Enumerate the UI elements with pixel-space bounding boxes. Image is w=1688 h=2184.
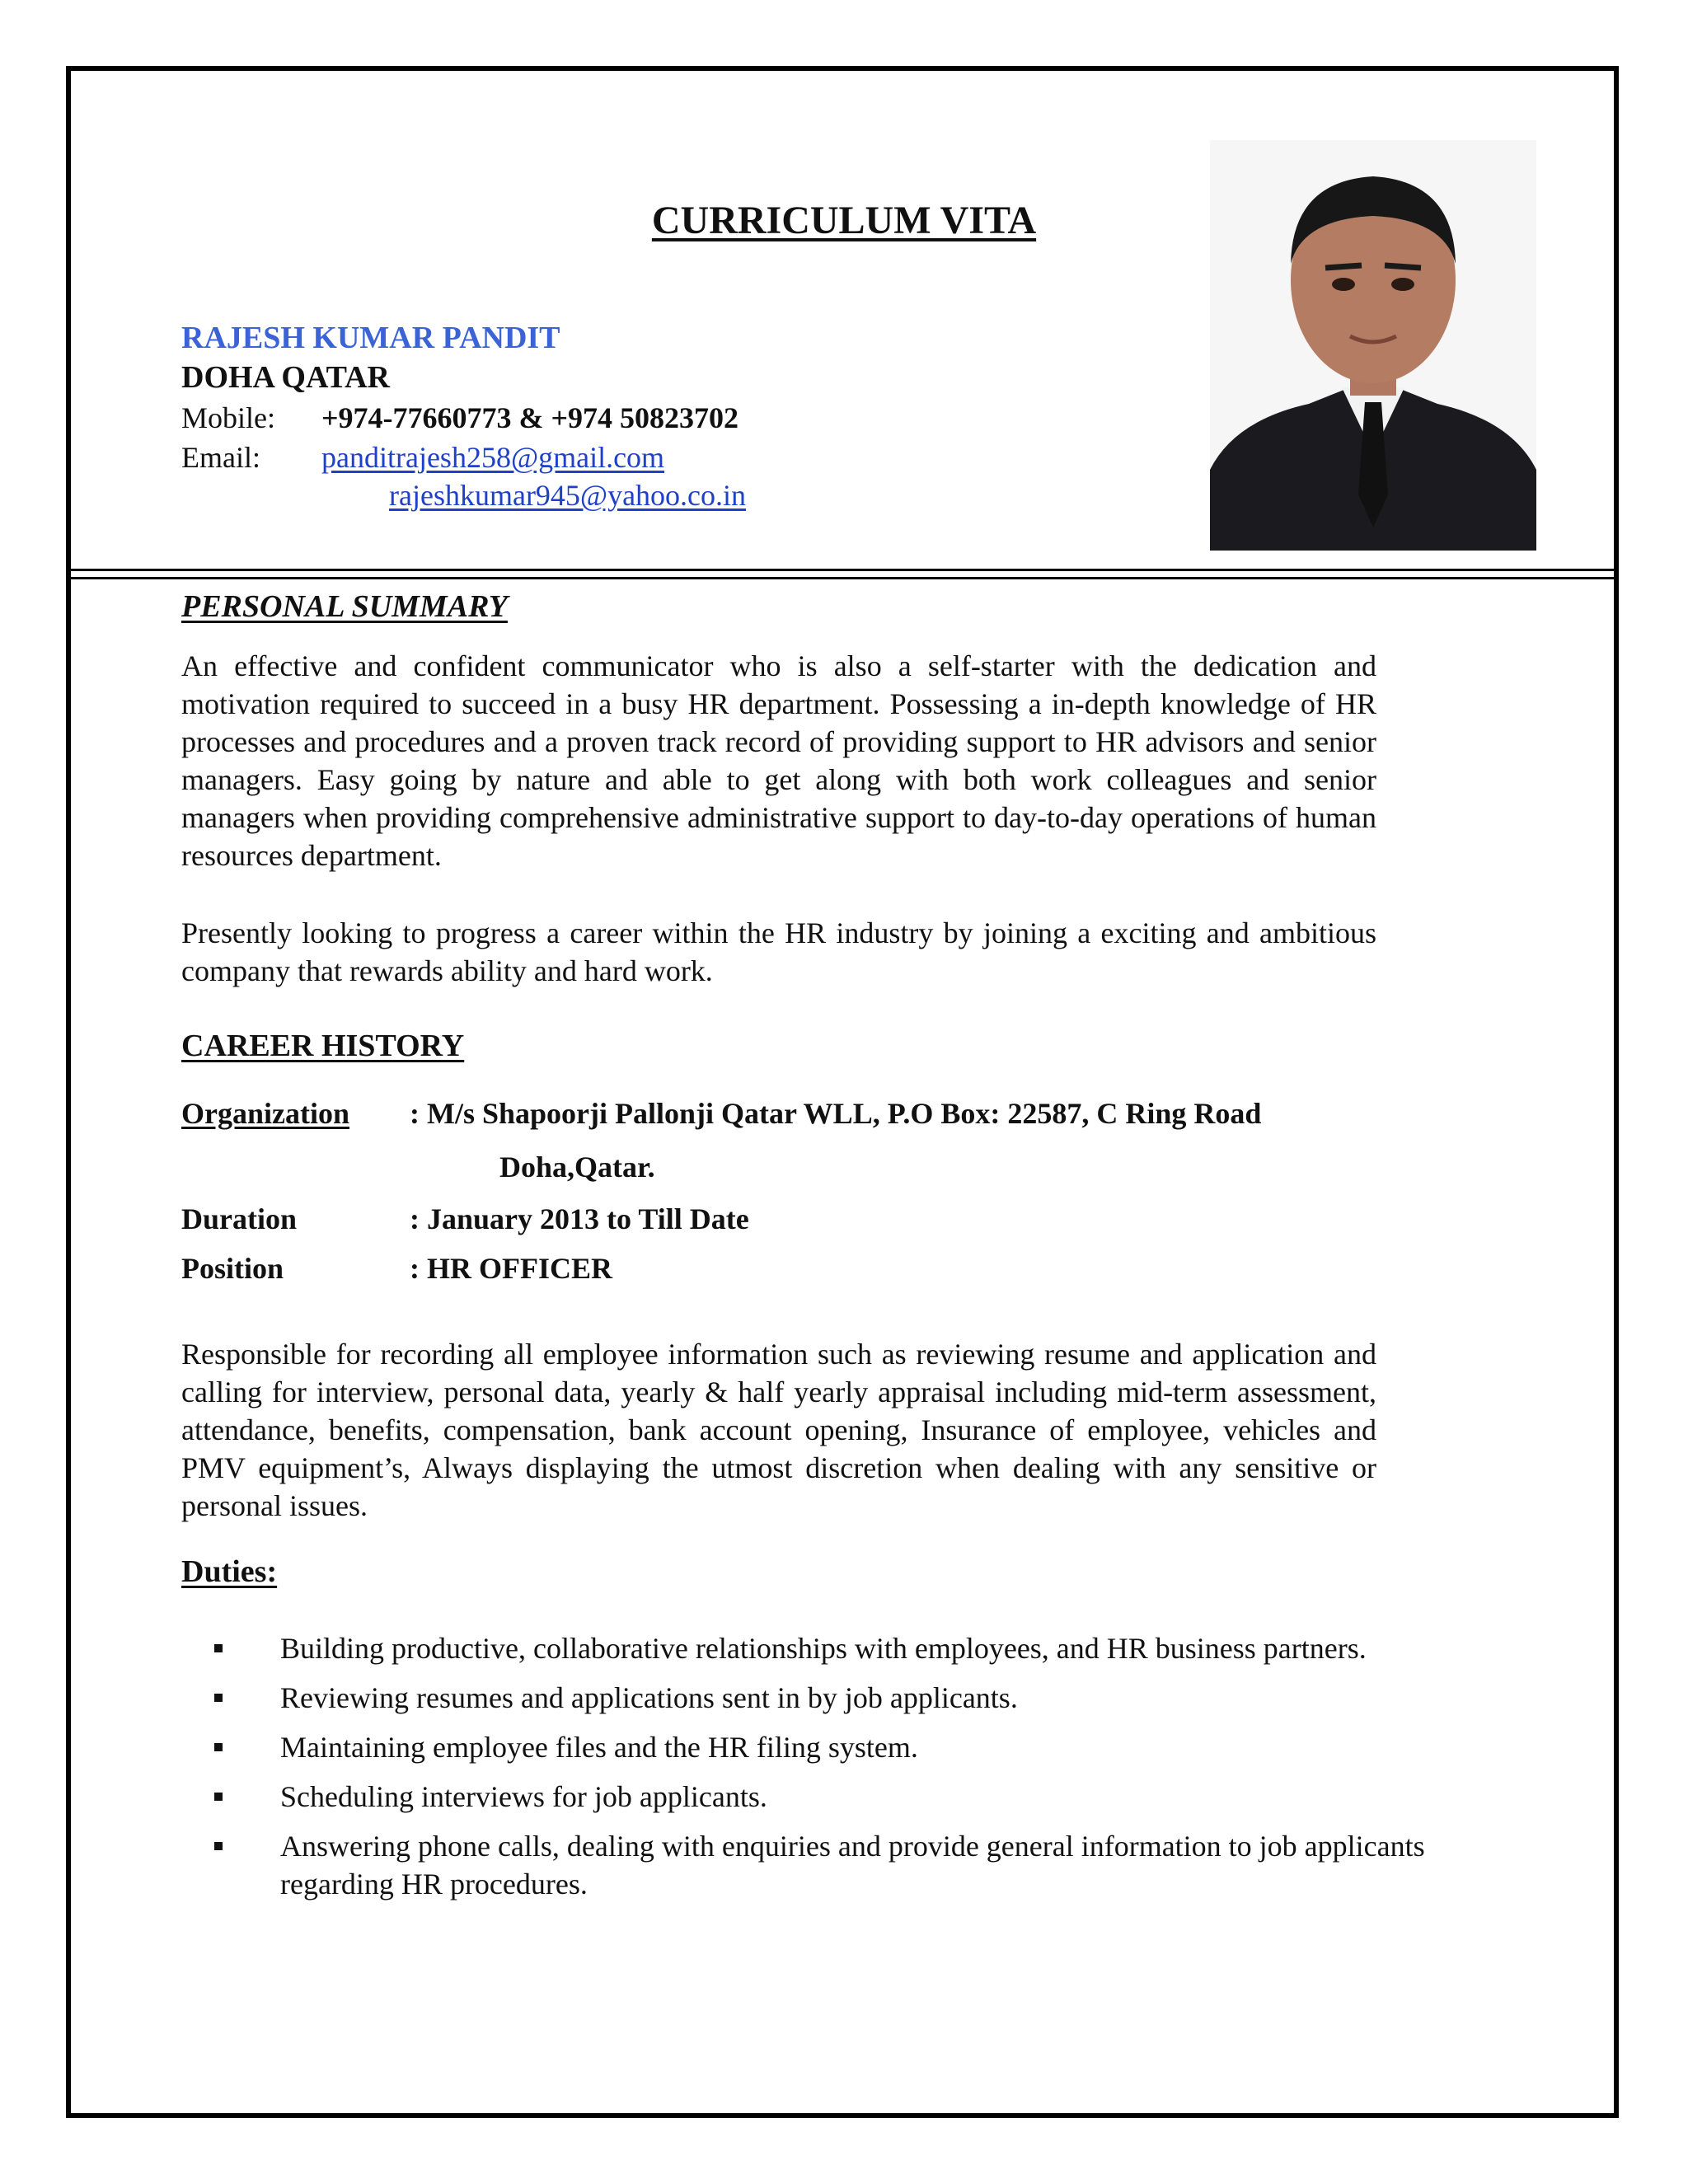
duty-text: Answering phone calls, dealing with enquiries and provide general information to job applicants regarding HR procedures. [280, 1830, 1425, 1900]
personal-summary-heading: PERSONAL SUMMARY [181, 589, 508, 624]
duration-label: Duration [181, 1202, 298, 1235]
duty-text: Maintaining employee files and the HR filing system. [280, 1731, 918, 1764]
organization-city: Doha,Qatar. [499, 1151, 655, 1183]
bullet-icon [214, 1793, 223, 1801]
organization-value: : M/s Shapoorji Pallonji Qatar WLL, P.O Box: 22587, C Ring Road [410, 1097, 1262, 1130]
duties-heading: Duties: [181, 1554, 278, 1589]
bullet-icon [214, 1694, 223, 1702]
email-row-secondary [389, 478, 746, 513]
email-row [181, 440, 664, 475]
duties-list [181, 1629, 1451, 1915]
duty-text: Reviewing resumes and applications sent in by job applicants. [280, 1681, 1018, 1714]
header-divider [71, 569, 1614, 571]
duty-text: Scheduling interviews for job applicants. [280, 1780, 767, 1813]
position-value: : HR OFFICER [410, 1252, 612, 1285]
organization-row [181, 1096, 1261, 1131]
summary-paragraph-2: Presently looking to progress a career within the HR industry by joining a exciting and ambitious company that rewards ability and hard work. [181, 916, 1376, 987]
career-history-heading: CAREER HISTORY [181, 1029, 465, 1063]
bullet-icon [214, 1842, 223, 1850]
list-item [181, 1629, 1451, 1667]
list-item [181, 1827, 1451, 1903]
summary-paragraph-1: An effective and confident communicator who is also a self-starter with the dedication and motivation required to succeed in a busy HR department. Possessing a in-depth knowledge of HR processes and procedures and a proven track record of providing support to HR advisors and senior managers. Easy going by nature and able to get along with both work colleagues and senior managers when providing comprehensive administrative support to day-to-day operations of human resources department. [181, 649, 1376, 872]
candidate-photo [1210, 140, 1536, 551]
mobile-label: Mobile: [181, 401, 275, 434]
email-link-secondary[interactable]: rajeshkumar945@yahoo.co.in [389, 479, 747, 512]
mobile-value: +974-77660773 & +974 50823702 [321, 401, 739, 434]
candidate-location: DOHA QATAR [181, 360, 390, 395]
list-item [181, 1679, 1451, 1717]
organization-label: Organization [181, 1097, 349, 1130]
email-label: Email: [181, 441, 260, 474]
bullet-icon [214, 1743, 223, 1751]
list-item [181, 1728, 1451, 1766]
document-title: CURRICULUM VITA [651, 199, 1037, 242]
position-row [181, 1251, 612, 1286]
list-item [181, 1778, 1451, 1816]
candidate-name: RAJESH KUMAR PANDIT [181, 321, 560, 355]
header-divider-second [71, 577, 1614, 579]
duration-row [181, 1202, 749, 1236]
duration-value: : January 2013 to Till Date [410, 1202, 749, 1235]
position-label: Position [181, 1252, 284, 1285]
responsibility-paragraph: Responsible for recording all employee information such as reviewing resume and application and calling for interview, personal data, yearly & half yearly appraisal including mid-term assessment, attendance, benefits, compensation, bank account opening, Insurance of employee, vehicles and PMV equipment’s, Always displaying the utmost discretion when dealing with any sensitive or personal issues. [181, 1338, 1376, 1522]
bullet-icon [214, 1644, 223, 1652]
duty-text: Building productive, collaborative relationships with employees, and HR business partners. [280, 1632, 1367, 1665]
mobile-row [181, 401, 738, 435]
email-link-primary[interactable]: panditrajesh258@gmail.com [321, 441, 665, 474]
